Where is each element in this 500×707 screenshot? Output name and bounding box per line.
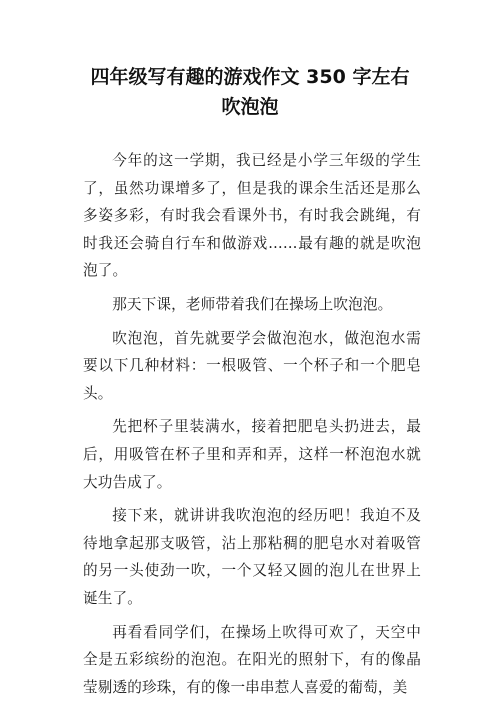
paragraph: 再看看同学们，在操场上吹得可欢了，天空中全是五彩缤纷的泡泡。在阳光的照射下，有的像晶莹剔透的珍珠，有的像一串串惹人喜爱的葡萄，美 — [83, 623, 421, 696]
paragraph: 接下来，就讲讲我吹泡泡的经历吧！我迫不及待地拿起那支吸管，沾上那粘稠的肥皂水对着吸管的另一头使劲一吹，一个又轻又圆的泡儿在世界上诞生了。 — [83, 507, 421, 607]
title-line-2: 吹泡泡 — [221, 96, 279, 118]
paragraph: 今年的这一学期，我已经是小学三年级的学生了，虽然功课增多了，但是我的课余生活还是那么多姿多彩，有时我会看课外书，有时我会跳绳，有时我还会骑自行车和做游戏……最有趣的就是吹泡泡了。 — [83, 152, 421, 280]
paragraph: 那天下课，老师带着我们在操场上吹泡泡。 — [112, 295, 393, 313]
essay-body — [83, 147, 421, 707]
document-title — [60, 62, 440, 122]
paragraph: 先把杯子里装满水，接着把肥皂头扔进去，最后，用吸管在杯子里和弄和弄，这样一杯泡泡水就大功告成了。 — [83, 418, 421, 491]
paragraph: 吹泡泡，首先就要学会做泡泡水，做泡泡水需要以下几种材料：一根吸管、一个杯子和一个肥皂头。 — [83, 329, 421, 402]
title-line-1: 四年级写有趣的游戏作文 350 字左右 — [90, 66, 410, 88]
